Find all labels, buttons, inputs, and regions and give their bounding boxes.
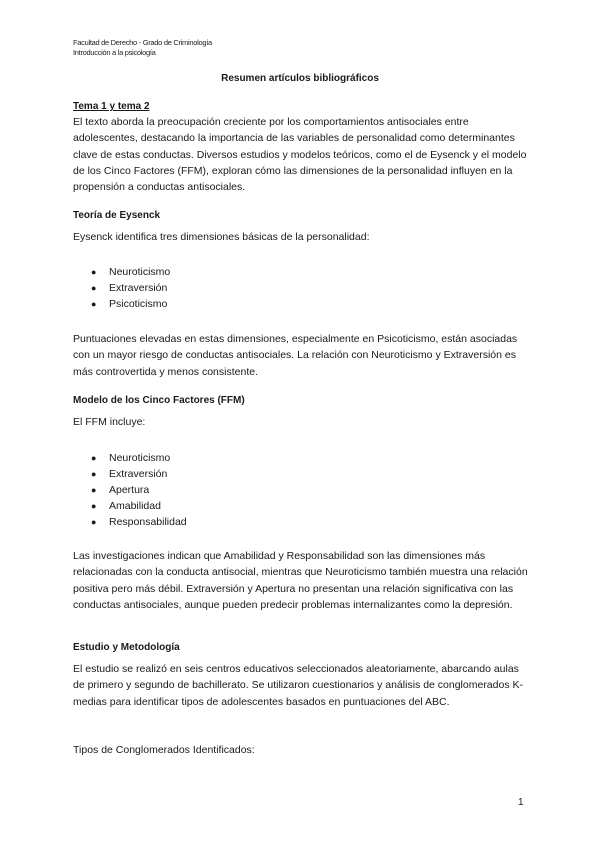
section-heading-estudio: Estudio y Metodología	[73, 642, 180, 653]
estudio-paragraph: El estudio se realizó en seis centros educativos seleccionados aleatoriamente, abarcando aulas de primero y segundo de bachillerato. Se utilizaron cuestionarios y análisis de conglomerados K-medias para identificar tipos de adolescentes basados en puntuaciones del ABC.	[73, 663, 523, 708]
list-item: ● Extraversión	[91, 282, 168, 294]
bullet-icon: ●	[91, 283, 97, 293]
list-item: ● Psicoticismo	[91, 298, 168, 310]
header-course: Introducción a la psicología	[73, 48, 156, 57]
bullet-icon: ●	[91, 453, 97, 463]
eysenck-dimension-list	[91, 264, 170, 312]
conglomerados-subheading: Tipos de Conglomerados Identificados:	[73, 744, 255, 756]
section-heading-ffm: Modelo de los Cinco Factores (FFM)	[73, 395, 245, 406]
bullet-icon: ●	[91, 267, 97, 277]
page-number: 1	[518, 797, 524, 808]
section-heading-tema: Tema 1 y tema 2	[73, 101, 150, 112]
ffm-paragraph: Las investigaciones indican que Amabilidad y Responsabilidad son las dimensiones más relacionadas con la conducta antisocial, mientras que Neuroticismo también muestra una relación positiva pero más débil. Extraversión y Apertura no presentan una relación significativa con las conductas antisociales, aunque pueden predecir problemas internalizantes como la depresión.	[73, 550, 528, 611]
eysenck-paragraph: Puntuaciones elevadas en estas dimensiones, especialmente en Psicoticismo, están asociadas con un mayor riesgo de conductas antisociales. La relación con Neuroticismo y Extraversión es más controvertida y menos consistente.	[73, 333, 518, 378]
ffm-intro: El FFM incluye:	[73, 416, 146, 428]
bullet-icon: ●	[91, 517, 97, 527]
section-heading-eysenck: Teoría de Eysenck	[73, 210, 161, 221]
list-item: ● Responsabilidad	[91, 516, 187, 528]
document-title: Resumen artículos bibliográficos	[221, 73, 379, 84]
list-item: ● Extraversión	[91, 468, 168, 480]
bullet-icon: ●	[91, 485, 97, 495]
list-item: ● Neuroticismo	[91, 266, 171, 278]
bullet-icon: ●	[91, 469, 97, 479]
eysenck-intro: Eysenck identifica tres dimensiones básicas de la personalidad:	[73, 231, 370, 243]
ffm-factor-list	[91, 450, 187, 530]
list-item: ● Amabilidad	[91, 500, 161, 512]
bullet-icon: ●	[91, 501, 97, 511]
section-paragraph-intro: El texto aborda la preocupación creciente por los comportamientos antisociales entre adolescentes, destacando la importancia de las variables de personalidad como determinantes clave de estas conductas. Diversos estudios y modelos teóricos, como el de Eysenck y el modelo de los Cinco Factores (FFM), exploran cómo las dimensiones de la personalidad influyen en la propensión a conductas antisociales.	[73, 116, 527, 194]
list-item: ● Neuroticismo	[91, 452, 171, 464]
header-faculty: Facultad de Derecho - Grado de Criminología	[73, 38, 212, 47]
bullet-icon: ●	[91, 299, 97, 309]
list-item: ● Apertura	[91, 484, 150, 496]
